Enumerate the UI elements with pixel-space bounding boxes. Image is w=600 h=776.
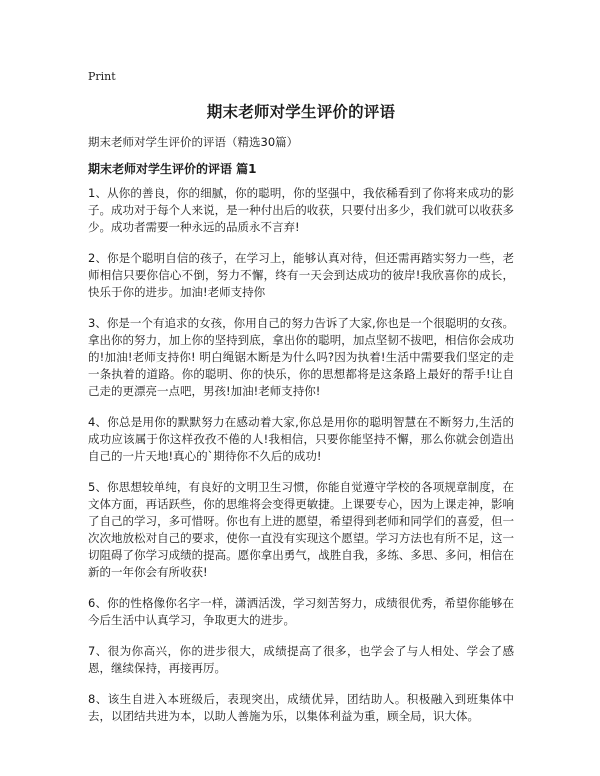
- paragraph-1: 1、从你的善良，你的细腻，你的聪明，你的坚强中，我依稀看到了你将来成功的影子。成功对于每个人来说，是一种付出后的收获，只要付出多少，我们就可以收获多少。成功者需要一种永远的品质永不言弃!: [88, 186, 514, 234]
- document-title: 期末老师对学生评价的评语: [206, 103, 396, 121]
- paragraph-8: 8、该生自进入本班级后，表现突出，成绩优异，团结助人。积极融入到班集体中去，以团结共进为本，以助人善施为乐，以集体利益为重，顾全局，识大体。: [88, 692, 514, 723]
- paragraph-5: 5、你思想较单纯，有良好的文明卫生习惯，你能自觉遵守学校的各项规章制度，在文体方面，再话跃些，你的思维将会变得更敏捷。上课要专心，因为上课走神，影响了自己的学习，多可惜呀。你也有上进的愿望，希望得到老师和同学们的喜爱，但一次次地放松对自己的要求，使你一直没有实现这个愿望。学习方法也有所不足，这一切阻碍了你学习成绩的提高。愿你拿出勇气，战胜自我，多练、多思、多问，相信在新的一年你会有所收获!: [88, 480, 514, 579]
- print-link[interactable]: Print: [88, 70, 116, 83]
- document-subtitle: 期末老师对学生评价的评语（精选30篇）: [88, 135, 299, 149]
- paragraph-list: [88, 185, 514, 739]
- section-heading: 期末老师对学生评价的评语 篇1: [88, 162, 257, 176]
- paragraph-4: 4、你总是用你的默默努力在感动着大家,你总是用你的聪明智慧在不断努力,生活的成功应该属于你这样孜孜不倦的人!我相信，只要你能坚持不懈，那么你就会创造出自己的一片天地!真心的`期待你不久后的成功!: [88, 415, 514, 463]
- paragraph-2: 2、你是个聪明自信的孩子，在学习上，能够认真对待，但还需再踏实努力一些，老师相信只要你信心不倒，努力不懈，终有一天会到达成功的彼岸!我欣喜你的成长，快乐于你的进步。加油!老师支持你: [88, 251, 514, 299]
- paragraph-3: 3、你是一个有追求的女孩，你用自己的努力告诉了大家,你也是一个很聪明的女孩。拿出你的努力，加上你的坚持到底，拿出你的聪明，加点坚韧不拔吧，相信你会成功的!加油!老师支持你! 明白绳锯木断是为什么吗?因为执着!生活中需要我们坚定的走一条执着的道路。你的聪明、你的快乐，你的思想都将是这条路上最好的帮手!让自己走的更漂亮一点吧，男孩!加油!老师支持你!: [88, 316, 514, 398]
- paragraph-6: 6、你的性格像你名字一样，潇洒活泼，学习刻苦努力，成绩很优秀，希望你能够在今后生活中认真学习，争取更大的进步。: [88, 596, 514, 627]
- paragraph-7: 7、很为你高兴，你的进步很大，成绩提高了很多，也学会了与人相处、学会了感恩，继续保持，再接再厉。: [88, 644, 514, 675]
